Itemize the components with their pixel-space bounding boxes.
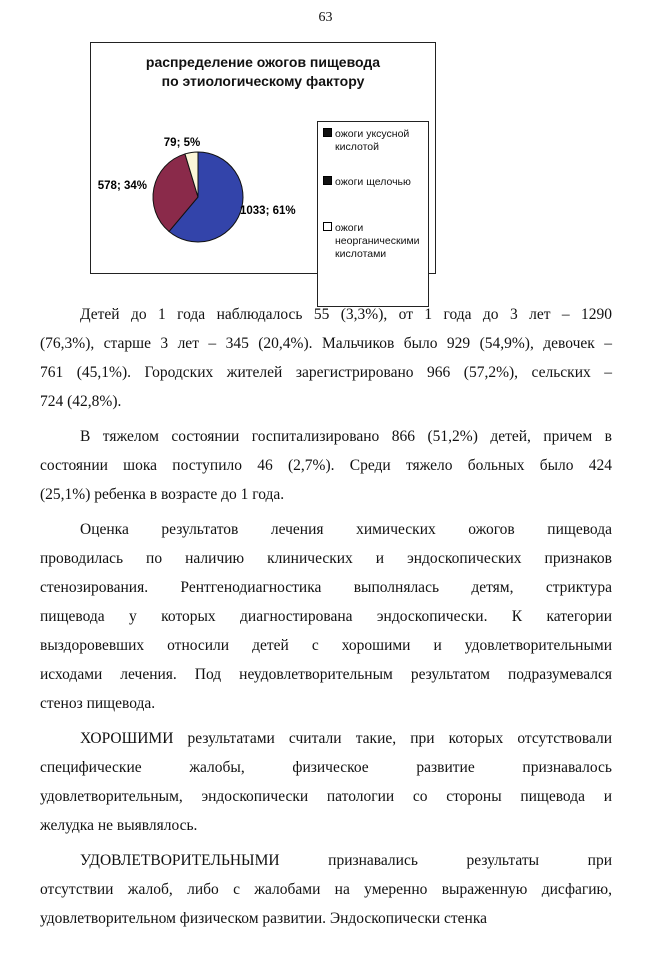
text-line: выздоровевших относили детей с хорошими и удовлетворительными [40, 637, 612, 654]
legend-item-3 [323, 222, 427, 261]
paragraph [40, 724, 612, 840]
page-number: 63 [318, 10, 333, 25]
text-line: отсутствии жалоб, либо с жалобами на умеренно выраженную дисфагию, [40, 881, 612, 898]
text-line: УДОВЛЕТВОРИТЕЛЬНЫМИ признавались результаты при [80, 852, 612, 869]
pie-slice-label-2: 578; 34% [97, 180, 147, 192]
text-line: стеноз пищевода. [40, 695, 156, 712]
chart-title-line-1: распределение ожогов пищевода [145, 54, 381, 70]
chart-legend [317, 121, 429, 307]
text-line: (76,3%), старше 3 лет – 345 (20,4%). Мальчиков было 929 (54,9%), девочек – [40, 335, 612, 352]
legend-swatch [323, 128, 332, 137]
paragraph [40, 300, 612, 416]
text-line: Оценка результатов лечения химических ожогов пищевода [80, 521, 612, 538]
legend-item-text: кислотами [335, 248, 387, 260]
text-line: исходами лечения. Под неудовлетворительным результатом подразумевался [40, 666, 612, 683]
paragraph [40, 515, 612, 718]
text-line: состоянии шока поступило 46 (2,7%). Среди тяжело больных было 424 [40, 457, 612, 474]
text-line: желудка не выявлялось. [40, 817, 198, 834]
text-line: Детей до 1 года наблюдалось 55 (3,3%), от 1 года до 3 лет – 1290 [80, 306, 612, 323]
legend-item-2 [323, 176, 427, 189]
text-line: (25,1%) ребенка в возрасте до 1 года. [40, 486, 285, 503]
text-line: 724 (42,8%). [40, 393, 122, 410]
text-line: проводилась по наличию клинических и эндоскопических признаков [40, 550, 612, 567]
pie-slice-label-1: 1033; 61% [240, 205, 296, 217]
paragraph [40, 422, 612, 509]
legend-item-text: кислотой [335, 141, 379, 153]
chart-title-line-2: по этиологическому фактору [161, 73, 365, 89]
text-line: пищевода у которых диагностирована эндоскопически. К категории [40, 608, 612, 625]
legend-item-text: ожоги [323, 222, 427, 235]
text-line: 761 (45,1%). Городских жителей зарегистрировано 966 (57,2%), сельских – [40, 364, 612, 381]
text-line: удовлетворительном физическом развитии. Эндоскопически стенка [40, 910, 488, 927]
legend-item-text: неорганическими [335, 235, 420, 247]
legend-item-1 [323, 128, 427, 154]
legend-item-text: ожоги уксусной [323, 128, 427, 141]
text-line: В тяжелом состоянии госпитализировано 866 (51,2%) детей, причем в [80, 428, 612, 445]
text-line: специфические жалобы, физическое развитие признавалось [40, 759, 612, 776]
legend-item-text: ожоги щелочью [323, 176, 427, 189]
body-text [40, 300, 612, 933]
pie-chart-figure [90, 42, 436, 274]
text-line: стенозирования. Рентгенодиагностика выполнялась детям, стриктура [40, 579, 612, 596]
text-line: удовлетворительным, эндоскопически патологии со стороны пищевода и [40, 788, 612, 805]
legend-swatch [323, 176, 332, 185]
text-line: ХОРОШИМИ результатами считали такие, при которых отсутствовали [80, 730, 612, 747]
pie-slice-label-3: 79; 5% [163, 137, 201, 149]
legend-swatch [323, 222, 332, 231]
paragraph [40, 846, 612, 933]
